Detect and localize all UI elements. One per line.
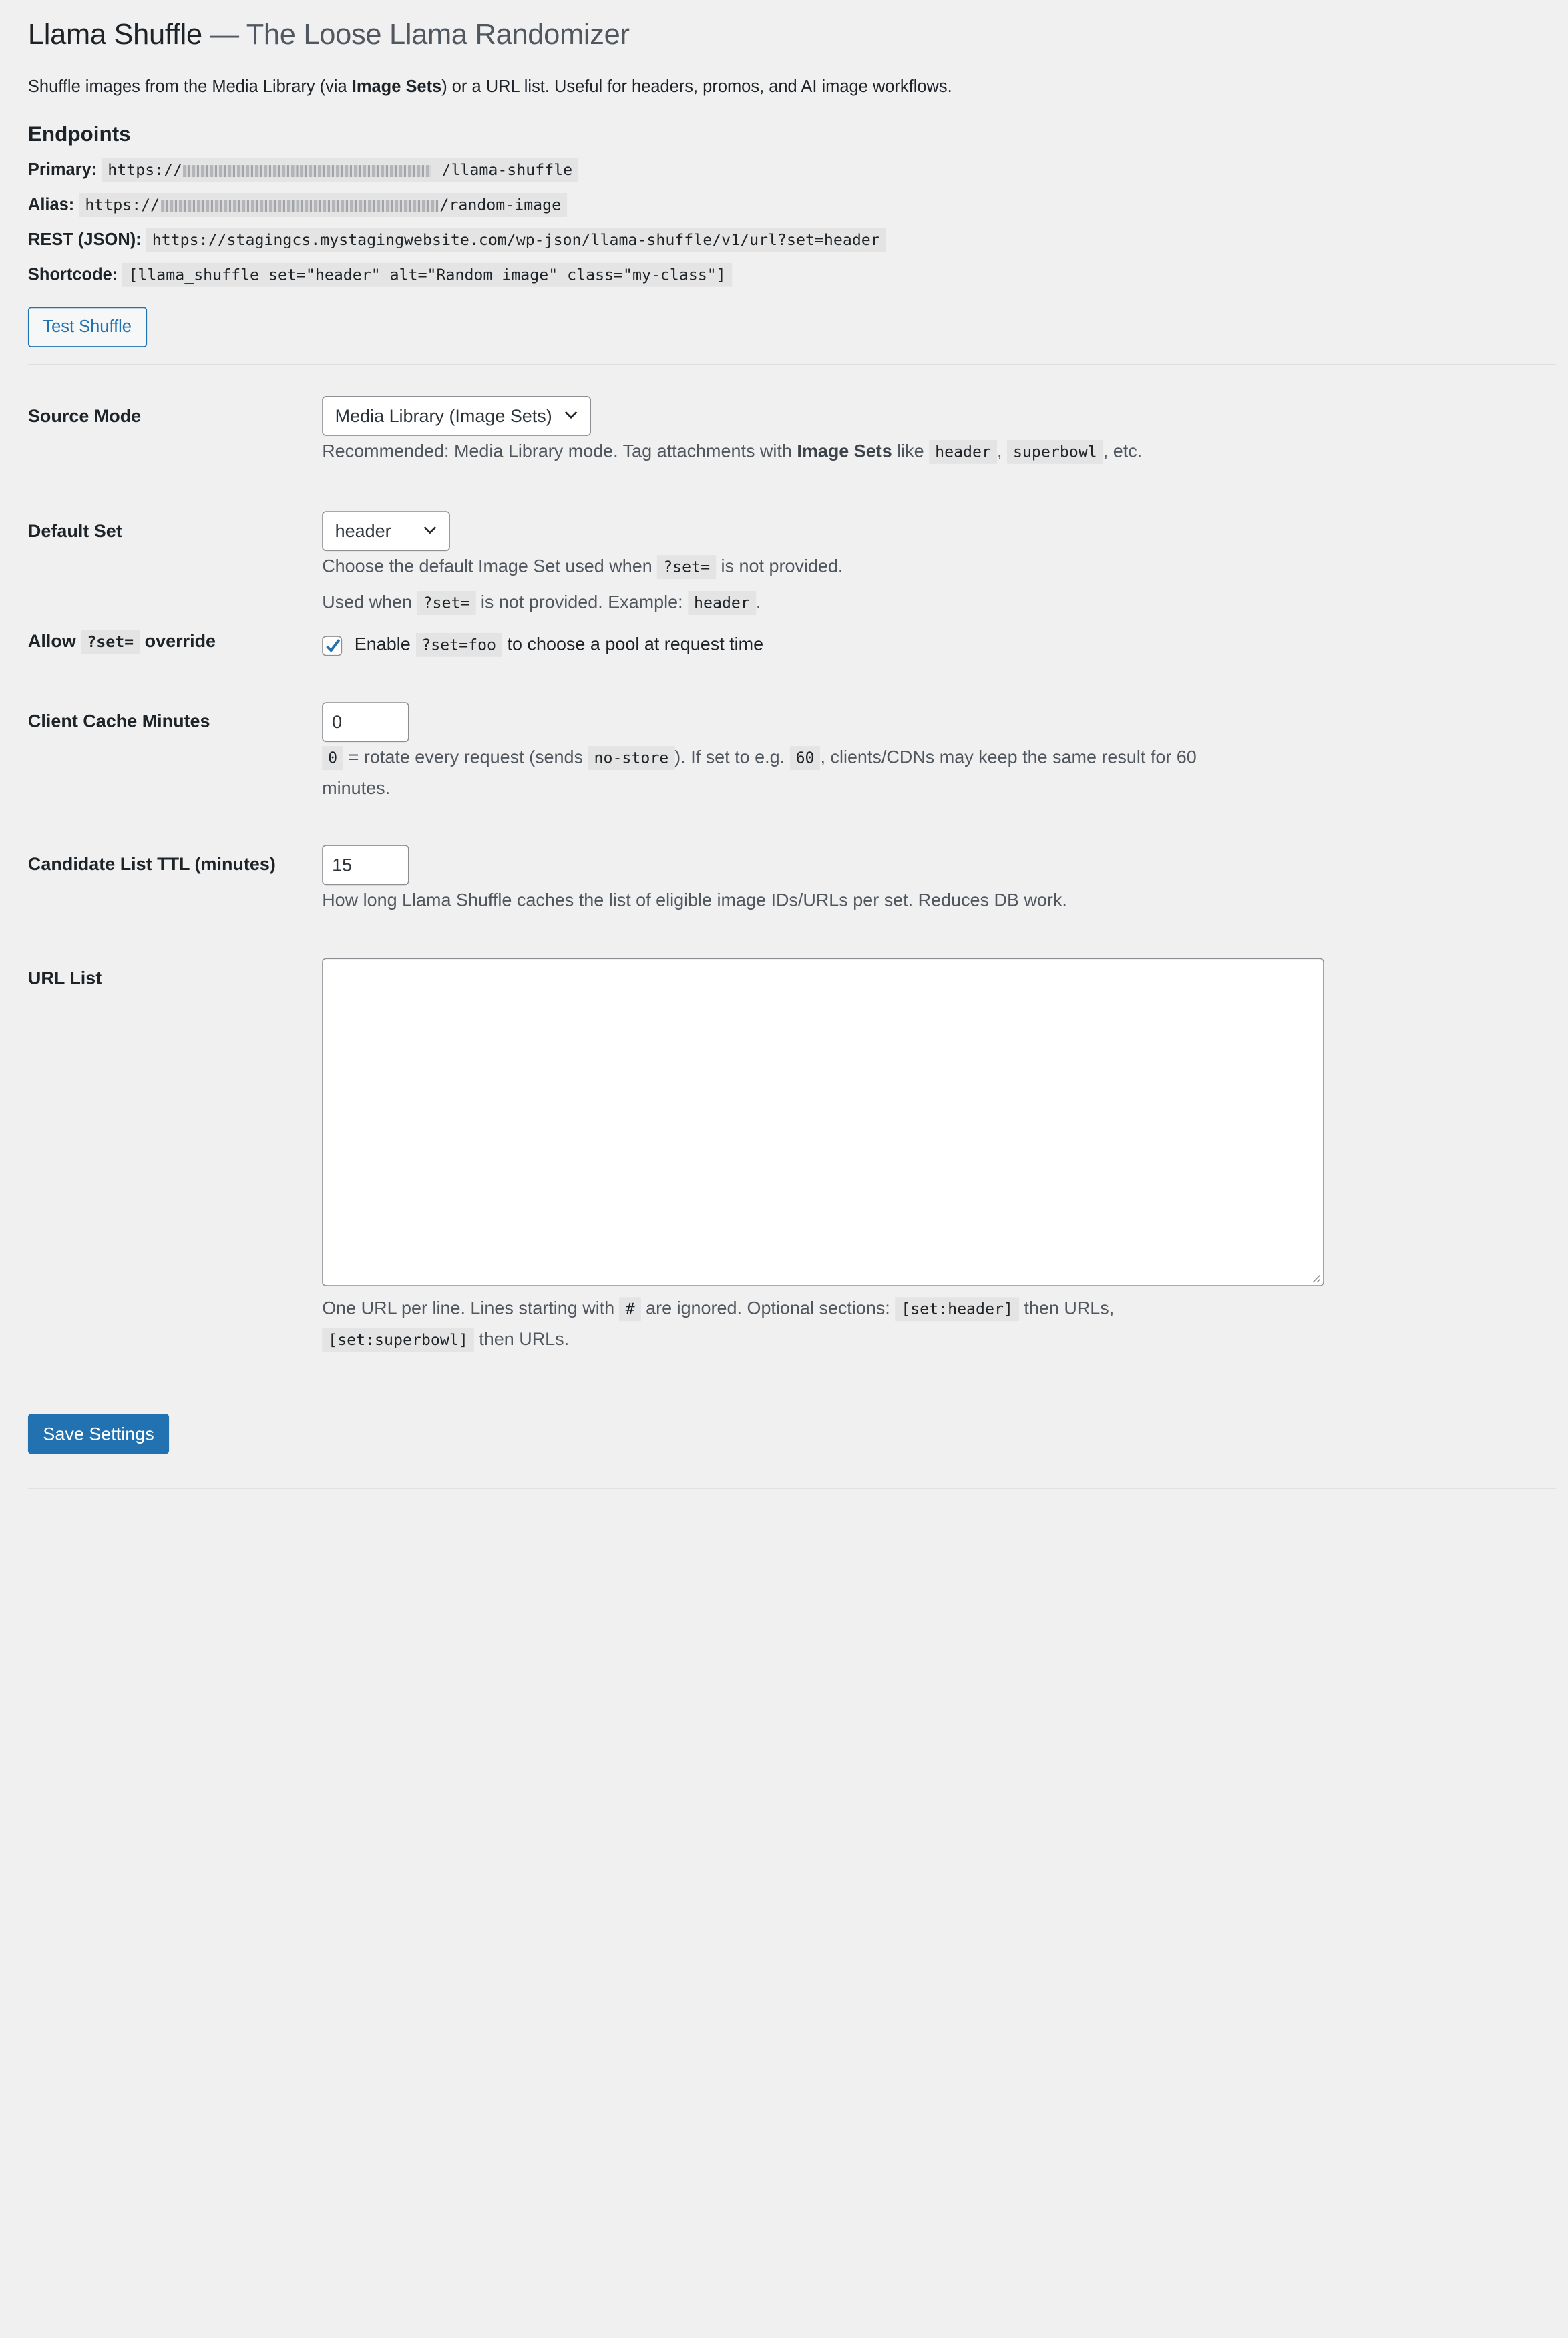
candidate-ttl-field — [322, 845, 1067, 915]
endpoint-shortcode: Shortcode: [llama_shuffle set="header" alt="Random image" class="my-class"] — [28, 257, 1556, 292]
default-set-row — [28, 480, 1556, 631]
endpoints-heading: Endpoints — [27, 123, 131, 146]
source-mode-select[interactable]: Media Library (Image Sets) — [322, 396, 591, 436]
default-set-description: Choose the default Image Set used when ?set= is not provided. — [322, 551, 843, 582]
primary-url: https:// /llama-shuffle — [102, 158, 578, 182]
client-cache-field — [322, 702, 1282, 803]
rest-url: https://stagingcs.mystagingwebsite.com/wp-json/llama-shuffle/v1/url?set=header — [146, 228, 886, 252]
source-mode-row — [28, 365, 1556, 480]
test-shuffle-button[interactable]: Test Shuffle — [28, 307, 147, 347]
client-cache-label: Client Cache Minutes — [27, 711, 210, 731]
client-cache-input[interactable] — [322, 702, 409, 742]
endpoint-alias: Alias: https:// /random-image — [28, 187, 1556, 222]
endpoint-rest: REST (JSON): https://stagingcs.mystagingwebsite.com/wp-json/llama-shuffle/v1/url?set=header — [28, 222, 1556, 256]
bottom-divider — [28, 1488, 1556, 1489]
url-list-row — [28, 967, 1556, 1414]
candidate-ttl-input[interactable] — [322, 845, 409, 885]
allow-override-label: Allow ?set= override — [28, 631, 216, 652]
allow-override-checkbox[interactable] — [322, 636, 342, 656]
default-set-hint: Used when ?set= is not provided. Example: header . — [322, 587, 843, 618]
resize-handle-icon[interactable] — [1311, 1273, 1321, 1283]
chevron-down-icon — [564, 410, 578, 420]
redacted-domain — [161, 200, 439, 212]
checkmark-icon — [323, 635, 343, 657]
url-list-description: One URL per line. Lines starting with # are ignored. Optional sections: [set:header] then URLs, [set:superbowl] then URLs. — [322, 1293, 1222, 1355]
default-set-field — [322, 511, 843, 618]
url-list-field — [322, 958, 1324, 1356]
alias-url: https:// /random-image — [79, 193, 567, 217]
url-list-label: URL List — [27, 968, 102, 988]
source-mode-field — [322, 396, 1142, 467]
source-mode-description: Recommended: Media Library mode. Tag attachments with Image Sets like header , superbowl , etc. — [322, 436, 1142, 467]
allow-override-text: Enable ?set=foo to choose a pool at request time — [355, 634, 763, 654]
settings-page — [28, 0, 1556, 1489]
source-mode-label: Source Mode — [27, 405, 142, 426]
endpoints-list — [28, 152, 1556, 293]
url-list-textarea[interactable] — [322, 958, 1324, 1286]
default-set-select[interactable]: header — [322, 511, 450, 551]
default-set-label: Default Set — [27, 521, 122, 542]
candidate-ttl-description: How long Llama Shuffle caches the list of eligible image IDs/URLs per set. Reduces DB work. — [322, 890, 1067, 910]
shortcode-value: [llama_shuffle set="header" alt="Random image" class="my-class"] — [122, 263, 731, 287]
client-cache-row — [28, 711, 1556, 854]
candidate-ttl-label: Candidate List TTL (minutes) — [27, 853, 276, 874]
client-cache-description: 0 = rotate every request (sends no-store ). If set to e.g. 60 , clients/CDNs may keep the same result for 60 minutes. — [322, 747, 1197, 799]
allow-override-row — [28, 631, 1556, 711]
save-settings-button[interactable]: Save Settings — [28, 1414, 169, 1454]
chevron-down-icon — [423, 525, 437, 535]
intro-text: Shuffle images from the Media Library (via Image Sets) or a URL list. Useful for headers, promos, and AI image workflows. — [27, 77, 952, 96]
page-title: Llama Shuffle — The Loose Llama Randomizer — [27, 19, 630, 51]
endpoint-primary: Primary: https:// /llama-shuffle — [28, 152, 1556, 187]
redacted-domain — [184, 164, 431, 176]
allow-override-field — [322, 629, 763, 660]
candidate-ttl-row — [28, 854, 1556, 967]
